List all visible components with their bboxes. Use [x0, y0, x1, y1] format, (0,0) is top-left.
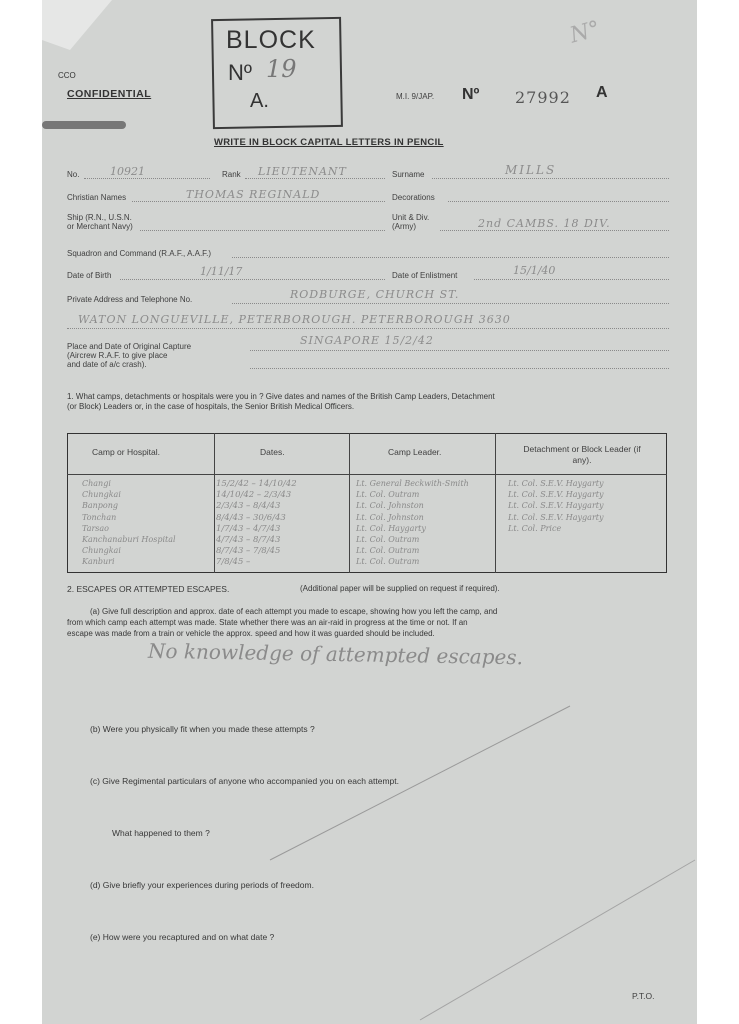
question-a-line-2: from which camp each attempt was made. State whether there was an air-raid in progress at the time or not. If an [67, 618, 468, 627]
stamp-number-value: 19 [266, 55, 297, 83]
confidential-label: CONFIDENTIAL [67, 88, 152, 100]
table-cell-leader: Lt. Col. Johnston [356, 501, 424, 511]
table-cell-camp: Banpong [82, 501, 119, 511]
unit-value: 2nd CAMBS. 18 DIV. [478, 217, 611, 230]
table-cell-camp: Kanburi [82, 557, 115, 567]
christian-names-value: THOMAS REGINALD [186, 188, 321, 201]
table-cell-dates: 8/7/43 – 7/8/45 [216, 546, 281, 557]
rank-value: LIEUTENANT [258, 165, 347, 178]
question-e: (e) How were you recaptured and on what date ? [90, 932, 275, 942]
stamp-title: BLOCK [226, 26, 316, 54]
table-cell-camp: Chungkai [82, 546, 121, 556]
pto-label: P.T.O. [632, 991, 655, 1001]
header-camp-leader: Camp Leader. [388, 447, 442, 457]
table-cell-dates: 15/2/42 – 14/10/42 [216, 479, 297, 489]
squadron-label: Squadron and Command (R.A.F., A.A.F.) [67, 249, 212, 258]
table-cell-camp: Chungkai [82, 490, 121, 500]
table-cell-leader: Lt. Col. Johnston [356, 512, 424, 522]
header-camp: Camp or Hospital. [92, 447, 161, 457]
ship-label-2: or Merchant Navy) [67, 222, 133, 231]
surname-label: Surname [392, 170, 425, 179]
enlistment-label: Date of Enlistment [392, 271, 458, 280]
capture-label-1: Place and Date of Original Capture [67, 342, 192, 351]
table-cell-detachment: Lt. Col. S.E.V. Haygarty [508, 490, 604, 500]
question-c-followup: What happened to them ? [112, 828, 210, 838]
table-cell-detachment: Lt. Col. S.E.V. Haygarty [508, 479, 604, 488]
enlistment-value: 15/1/40 [513, 264, 556, 277]
table-cell-leader: Lt. Col. Outram [356, 490, 420, 500]
table-cell-detachment: Lt. Col. S.E.V. Haygarty [508, 501, 604, 511]
capture-label-2: (Aircrew R.A.F. to give place [67, 351, 168, 360]
ref-suffix: A [596, 84, 608, 101]
table-cell-detachment: Lt. Col. S.E.V. Haygarty [508, 512, 604, 522]
address-value-1: RODBURGE, CHURCH ST. [290, 288, 460, 301]
question-c: (c) Give Regimental particulars of anyone who accompanied you on each attempt. [90, 776, 399, 786]
no-value: 10921 [110, 165, 145, 178]
address-value-2: WATON LONGUEVILLE, PETERBOROUGH. PETERBOROUGH 3630 [78, 313, 511, 326]
table-cell-dates: 7/8/45 – [216, 557, 251, 568]
table-cell-leader: Lt. General Beckwith-Smith [356, 479, 469, 488]
ref-prefix: M.I. 9/JAP. [396, 92, 435, 101]
table-cell-dates: 8/4/43 – 30/6/43 [216, 512, 286, 523]
ref-number: 27992 [515, 88, 571, 107]
header-dates: Dates. [260, 447, 285, 457]
table-cell-camp: Tarsao [82, 523, 109, 533]
dob-label: Date of Birth [67, 271, 112, 280]
question-1-line-1: 1. What camps, detachments or hospitals were you in ? Give dates and names of the British Camp Leaders, Detachment [67, 392, 495, 401]
table-cell-dates: 14/10/42 – 2/3/43 [216, 490, 292, 501]
address-label: Private Address and Telephone No. [67, 295, 193, 304]
question-1-line-2: (or Block) Leaders or, in the case of hospitals, the Senior British Medical Officers. [67, 402, 355, 411]
question-a-line-3: escape was made from a train or vehicle the approx. speed and how it was guarded should be included. [67, 629, 435, 638]
unit-label-1: Unit & Div. [392, 213, 430, 222]
corner-annotation: N° [567, 16, 603, 49]
stamp-number-label: Nº [228, 60, 252, 85]
table-cell-camp: Tonchan [82, 512, 117, 522]
rank-label: Rank [222, 170, 241, 179]
escapes-heading-note: (Additional paper will be supplied on request if required). [300, 584, 500, 593]
question-b: (b) Were you physically fit when you made these attempts ? [90, 724, 315, 734]
decorations-label: Decorations [392, 193, 435, 202]
stamp-block-letter: A. [250, 90, 269, 112]
ship-label-1: Ship (R.N., U.S.N. [67, 213, 132, 222]
table-cell-leader: Lt. Col. Outram [356, 546, 420, 556]
escapes-heading: 2. ESCAPES OR ATTEMPTED ESCAPES. [67, 584, 230, 594]
table-cell-dates: 4/7/43 – 8/7/43 [216, 535, 281, 545]
question-a-answer: No knowledge of attempted escapes. [147, 638, 524, 670]
table-cell-detachment: Lt. Col. Price [508, 523, 562, 533]
table-cell-dates: 2/3/43 – 8/4/43 [216, 501, 281, 512]
surname-value: MILLS [505, 163, 557, 177]
question-d: (d) Give briefly your experiences during periods of freedom. [90, 880, 314, 890]
code-small: CCO [58, 71, 76, 80]
ref-no-sign: Nº [462, 86, 480, 103]
no-label: No. [67, 170, 80, 179]
table-cell-leader: Lt. Col. Outram [356, 557, 420, 567]
table-cell-dates: 1/7/43 – 4/7/43 [216, 523, 281, 534]
question-a-line-1: (a) Give full description and approx. date of each attempt you made to escape, showing how you left the camp, and [90, 607, 498, 616]
header-detachment: Detachment or Block Leader (if any). [523, 444, 641, 465]
table-cell-camp: Kanchanaburi Hospital [82, 535, 176, 544]
christian-names-label: Christian Names [67, 193, 127, 202]
table-cell-leader: Lt. Col. Haygarty [356, 523, 426, 533]
dob-value: 1/11/17 [200, 265, 243, 278]
capture-value: SINGAPORE 15/2/42 [300, 334, 434, 347]
instruction-heading: WRITE IN BLOCK CAPITAL LETTERS IN PENCIL [214, 137, 444, 148]
table-cell-leader: Lt. Col. Outram [356, 535, 420, 544]
unit-label-2: (Army) [392, 222, 416, 231]
table-cell-camp: Changi [82, 479, 111, 488]
capture-label-3: and date of a/c crash). [67, 360, 147, 369]
